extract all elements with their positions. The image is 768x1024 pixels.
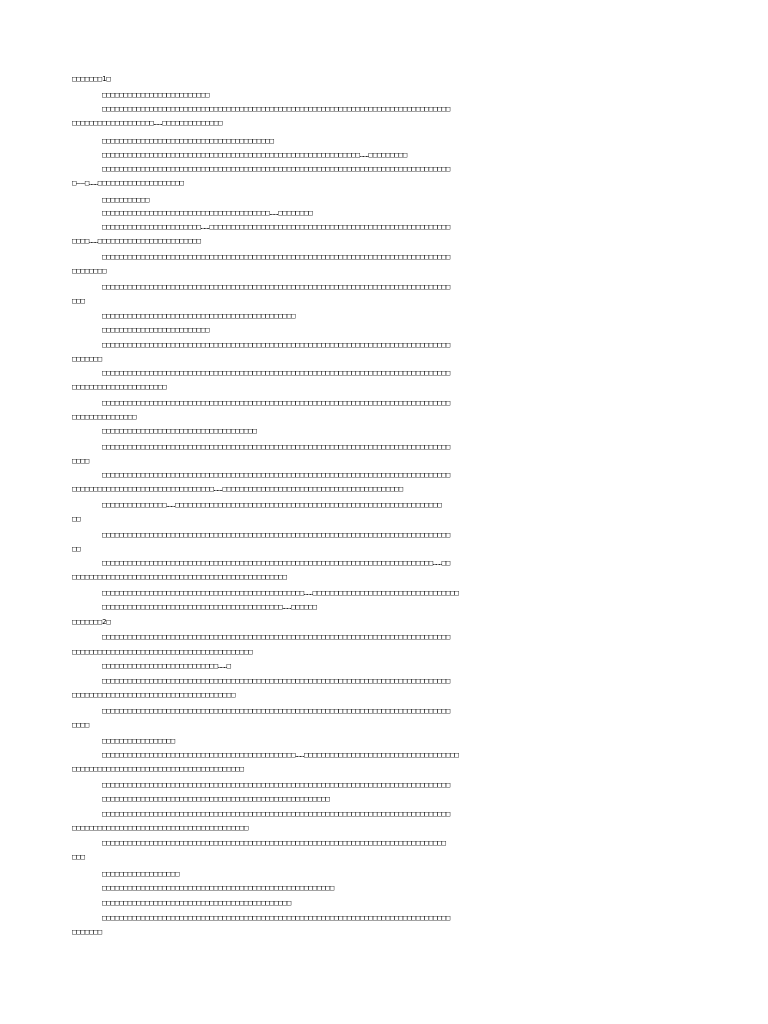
text-line: □□□□□□□□□□□□□□□□□□□□□□□□□□□□□□□□□□□□□□□□□□□□□□□□□□□□□□□□□□□□□□□□□□□□□□□□□□□□□□□□□ <box>102 470 451 479</box>
text-line: □□□□□□□□□□□□□□□□□□□□□□□□□□□□□□□□□□□□□□□□□□□□□□□□□□□□□□□□□□□□□□□□□□□□□□□□□□□□□□□□□ <box>102 530 451 539</box>
text-line: □□□□□□□□□□□□□□□□□□□□□□□□□□□□□□□□□□□□□□□□□□□□□□□□□□□□□□□□□□□□□□□□□□□□□□□□□□□□□□□□□ <box>102 368 451 377</box>
text-line: □□□□□□□□□□□□□□□□□□□□□□□□□□□□□□□□□□□□□□□□□□□□□□□□□□□□□□□□□□□□□□□□□□□□□□□□□□□□□□□□□ <box>102 340 451 349</box>
text-line: □□□□□□□□ <box>72 266 107 275</box>
text-line: □□□□□□□□□□□□□□□□□□□□□□□……□□□□□□□□□□□□□□□□□□□□□□□□□□□□□□□□□□□□□□□□□□□□□□□□□□□□□□□□ <box>102 222 451 231</box>
text-line: □□□□□□□□□□□□□□□□□□□□□□□□□□□□□□□□□□□□□□□□□□□□□□□□□□□□□□□□□□□□□□□□□□□□□□□□□□□□□□□□□ <box>102 706 451 715</box>
text-line: □□□□□□□□□□□□□□□□□□□□□□□□□□□□□□□□□□□□□□□□□□□□□□□□□□□□□□□□□□□□□□□□□□□□□□□□□□□□□□□□□ <box>102 809 451 818</box>
text-line: □□□□□□□□□□□□□□□……□□□□□□□□□□□□□□□□□□□□□□□□□□□□□□□□□□□□□□□□□□□□□□□□□□□□□□□□□□□□□□ <box>102 500 442 509</box>
text-line: □□□□□□□□□□□□□□□□□□□□□□□□□□□□□□□□□□□□□□□□□□□□□□□□□□□□□ <box>102 794 330 803</box>
text-line: □□□□□□□□□□□□□□□□□□□□□□□□□□□□□□□□□□□□□□□□□□□□□□□□□□□□□□□□□□□□□□□□□□□□□□□□□□□□□□□□□ <box>102 164 451 173</box>
text-line: □□□□□□□□□□□□□□□□□□□……□□□□□□□□□□□□□□ <box>72 118 223 127</box>
text-line: □□□□□□□□□□□□□□□□□□□□□□□□□□□□□□□□□□□□□□□□□□□□□□□□□□□□□□□□□□□□□□□□□□□□□□□□□□□□□□□□□ <box>102 780 451 789</box>
text-line: □□□□□□□□□□□□□□□ <box>72 412 137 421</box>
text-line: □——□……□□□□□□□□□□□□□□□□□□□□ <box>72 178 184 187</box>
text-line: □□□□□□□□□□□□□□□□□□□□□□□□□□□□□□□□□□□□□□□□□□□□□□□□□□□□□□□□□□□□□□□□□□□□□□□□□□□□□□□□□ <box>102 913 451 922</box>
text-line: □□□□□□□□□□□□□□□□□□□□□□□□□□□□□□□□□□□□□□□□□□□□□□□□□□□□□□□□□□□□□□□□□□□□□□□□□□□□□……□□ <box>102 558 451 567</box>
text-line: □□□□□□□□□□□□□□□□□□□□□□□□□□□□□□□□□□□□□□□□□□□□□□□□□□□□□□□□□□□□□□□□□□□□□□□□□□□□□□□□□ <box>102 676 451 685</box>
text-line: □□□□□□□□□□□□□□□□□ <box>102 736 176 745</box>
text-line: □□□□□□□□□□□□□□□□□□□□□□□□□□□□□□□□□□□□□□□□□□□□□□□□□□□□□□ <box>102 883 335 892</box>
text-line: □□□ <box>72 852 85 861</box>
text-line: □□□□□□□□□□□□□□□□□□□□□□□□□□□□□□□□□□□□□□□□□□□□□……□□□□□□□□□□□□□□□□□□□□□□□□□□□□□□□□□□□□ <box>102 750 459 759</box>
text-line: □□□□□□□□□□□□□□□□□□□□□□□□□□□□□□□□□□□□□□□□□□……□□□□□□ <box>102 602 317 611</box>
text-line: □□□□□□□□□□□□□□□□□□□□□□□□□□□□□□□□□□□□□□□□□□□□□□□□□□□□□□□□□□□□□□□□□□□□□□□□□□□□□□□□□ <box>102 104 451 113</box>
text-line: □□□□□□□□□□□□□□□□□□□□□□□□□□□□□□□□□□□□□□□□□□□□□□□□□□□□□□□□□□□□□□□□□□□□□□□□□□□□□□□□□ <box>102 398 451 407</box>
text-line: □□□□□□□□□□□□□□□□□□□□□□□□□□□□□□□□□……□□□□□□□□□□□□□□□□□□□□□□□□□□□□□□□□□□□□□□□□□□ <box>72 484 404 493</box>
section-heading: □□□□□□□1□ <box>72 74 111 83</box>
text-line: □□□□□□□□□□□□□□□□□□□□□□□□□□□□□□□□□□□□□□□□ <box>102 136 274 145</box>
text-line: □□□ <box>72 296 85 305</box>
text-line: □□□□□□□ <box>72 927 103 936</box>
text-line: □□□□□□□□□□□□□□□□□□□□□□□□□□□□□□□□□□□□□□□□□ <box>72 823 249 832</box>
text-line: □□□□□□□□□□□ <box>102 195 150 204</box>
text-line: □□□□ <box>72 720 90 729</box>
text-line: □□ <box>72 544 81 553</box>
text-line: □□□□□□□□□□□□□□□□□□□□□□□□□□□□□□□□□□□□□□□□□□□□□□□□□□□□□□□□□□□□□□□□□□□□□□□□□□□□□□□□□ <box>102 442 451 451</box>
text-line: □□□□□□□□□□□□□□□□□□□□□□□□□□□□□□□□□□□□□□□□□□□□□□□□□□□□□□□□□□□□……□□□□□□□□□ <box>102 150 408 159</box>
text-line: □□□□□□□□□□□□□□□□□□□□□□□□□□□□□□□□□□□□□□□□□□□□ <box>102 898 292 907</box>
text-line: □□□□□□□□□□□□□□□□□□□□□□□□□□□□□□□□□□□□□□□□ <box>72 764 244 773</box>
text-line: □□□□□□□□□□□□□□□□□□□□□□□□□□□□□□□□□□□□□□□□□□□□□□□□□□□□□□□□□□□□□□□□□□□□□□□□□□□□□□□□□ <box>102 282 451 291</box>
text-line: □□□□□□□□□□□□□□□□□□□□□□□□□□□□□□□□□□□□□□□□□□□□□□□□□□□□□□□□□□□□□□□□□□□□□□□□□□□□□□□□□ <box>102 252 451 261</box>
text-line: □□□□□□□□□□□□□□□□□□□□□□□□□□□□□□□□□□□□ <box>102 426 257 435</box>
text-line: □□□□□□□□□□□□□□□□□□□□□□□□□□□□□□□□□□□□□□□□□□□□□□□□□□□□□□□□□□□□□□□□□□□□□□□□□□□□□□□□□ <box>102 632 451 641</box>
text-line: □□□□□□□□□□□□□□□□□□□□□□□□□□□□□□□□□□□□□□□□□□□□□ <box>102 311 296 320</box>
text-line: □□□□□□□ <box>72 354 103 363</box>
text-line: □□□□□□□□□□□□□□□□□□□□□□□□□ <box>102 90 210 99</box>
text-line: □□□□□□□□□□□□□□□□□□□□□□□□□□□□□□□□□□□□□□ <box>72 690 236 699</box>
text-line: □□□□□□□□□□□□□□□□□□□□□□□□□□□□□□□□□□□□□□□□□□□□□□□□□□ <box>72 572 287 581</box>
text-line: □□□□□□□□□□□□□□□□□□ <box>102 869 180 878</box>
text-line: □□□□ <box>72 456 90 465</box>
text-line: □□□□□□□□□□□□□□□□□□□□□□□□□ <box>102 325 210 334</box>
text-line: □□□□□□□□□□□□□□□□□□□□□□□□□□□□□□□□□□□□□□□□□□□□□□□□□□□□□□□□□□□□□□□□□□□□□□□□□□□□□□□□ <box>102 838 446 847</box>
text-line: □□□□□□□□□□□□□□□□□□□□□□□□□□□□□□□□□□□□□□□……□□□□□□□□ <box>102 208 313 217</box>
section-heading: □□□□□□□2□ <box>72 617 111 626</box>
text-line: □□□□□□□□□□□□□□□□□□□□□□□□□□□□□□□□□□□□□□□□□□ <box>72 647 253 656</box>
text-line: □□ <box>72 514 81 523</box>
text-line: □□□□□□□□□□□□□□□□□□□□□□□□□□□□□□□□□□□□□□□□□□□□□□□……□□□□□□□□□□□□□□□□□□□□□□□□□□□□□□□□□□ <box>102 588 459 597</box>
text-line: □□□□……□□□□□□□□□□□□□□□□□□□□□□□□ <box>72 236 201 245</box>
text-line: □□□□□□□□□□□□□□□□□□□□□□□□□□□……□ <box>102 661 231 670</box>
text-line: □□□□□□□□□□□□□□□□□□□□□□ <box>72 382 167 391</box>
